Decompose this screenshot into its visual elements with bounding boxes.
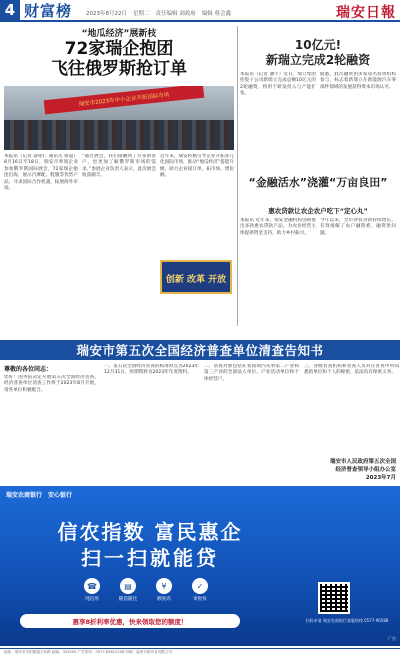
section-title: 财富榜 <box>24 1 73 20</box>
right-top-headline-2: 新瑞立完成2轮融资 <box>265 53 371 67</box>
lead-body-col-2: “通过展会，我们接触到了许多新客户，也更加了解俄罗斯市场的需求。”参展企业负责人表示，此次展会收获颇丰。 <box>82 154 156 179</box>
right-top-header <box>240 38 396 68</box>
masthead <box>0 0 400 22</box>
feature-approval <box>188 578 212 602</box>
feature-limit <box>152 578 176 602</box>
feature-label: 额度高 <box>157 597 171 602</box>
notice-title-bar <box>0 340 400 360</box>
signature-date: 2023年7月 <box>365 475 396 481</box>
phone-icon: ☎ <box>84 578 100 594</box>
signature-line-1: 瑞安市人民政府第五次全国 <box>329 459 396 465</box>
notice-signature <box>308 458 396 482</box>
notice-col-1 <box>4 364 99 480</box>
ad-offer-pill: 惠享8折利率优惠，快来领取您的额度！ <box>20 614 240 628</box>
doc-icon: ▤ <box>120 578 136 594</box>
right-top-col-1: 本报讯（记者 潘宇）近日，瑞立集团控股子公司新瑞立完成总额10亿元的2轮融资，将用于研发投入与产能扩张。 <box>240 72 316 97</box>
page-number: 4 <box>0 0 20 20</box>
feature-credit <box>80 578 104 602</box>
coin-icon: ¥ <box>156 578 172 594</box>
highlight-text: 创新 改革 开放 <box>165 275 227 285</box>
lead-body-col-3: 近年来，瑞安积极引导企业开拓多元化国际市场，推动“地瓜经济”提能升级，助力企业稳订单、拓市场、增份额。 <box>160 154 234 179</box>
copy-editor: 编辑 蔡会鑫 <box>201 11 232 17</box>
lead-body-col-1: 本报讯（记者 薛铭仁 通讯员 蔡超）8月16日至18日，瑞安市率领企业参加俄罗斯国际展会，72家瑞企抱团出海，展示汽摩配、鞋服等优势产品，寻求国际合作机遇，拓展海外市场。 <box>4 154 78 192</box>
right-bottom-headline: “金融活水”浇灌“万亩良田” <box>248 176 388 189</box>
ad-logos <box>6 490 72 499</box>
bank-logo-2: 安心银行 <box>48 492 73 499</box>
notice-text-1: 您好！国务院决定开展第五次全国经济普查。经济普查单位清查工作将于2023年8月开始，请各单位积极配合。 <box>4 375 99 393</box>
photo-banner: 瑞安市2023年中小企业开拓国际市场 <box>44 86 205 114</box>
feature-label: 随借随还 <box>118 597 138 602</box>
right-bottom-subhead: 惠农贷款让农企农户吃下“定心丸” <box>268 207 368 215</box>
right-bottom-col-2: 今年以来，全市涉农贷款持续增长，有效缓解了农户融资难、融资贵问题。 <box>320 218 396 236</box>
feature-flexible <box>116 578 140 602</box>
check-icon: ✓ <box>192 578 208 594</box>
lead-headline-2: 飞往俄罗斯抢订单 <box>51 59 187 79</box>
photo-crowd <box>4 120 234 150</box>
signature-line-2: 经济普查领导小组办公室 <box>335 467 396 473</box>
lead-kicker: “地瓜经济”展新枝 <box>81 29 157 39</box>
highlight-box <box>160 260 232 294</box>
right-bottom-col-1: 本报讯 近年来，瑞安金融机构创新推出多款惠农贷款产品，为农业经营主体提供资金支持，助力乡村振兴。 <box>240 218 316 236</box>
notice-col-4: 三、各级普查机构和普查人员对在普查中所知悉的单位和个人的秘密，依法负有保密义务。 <box>304 364 399 376</box>
weekday: 星期二 <box>133 11 150 17</box>
lead-photo <box>4 86 234 150</box>
page-footer: 地址：瑞安市安阳街道万松路 邮编：325200 广告热线：0577-65812256 印刷：温州日报印务有限公司 <box>0 648 400 656</box>
notice-title: 瑞安市第五次全国经济普查单位清查告知书 <box>76 343 324 358</box>
feature-label: 审批快 <box>193 597 207 602</box>
lead-story-header <box>4 26 234 79</box>
masthead-meta <box>86 9 231 17</box>
ad-label: 广告 <box>388 636 396 641</box>
issue-date: 2023年8月22日 <box>86 11 128 17</box>
qr-note: 扫码申请 瑞安农商银行客服热线 0577-96588 <box>305 618 389 623</box>
right-top-col-2: 据悉，此次融资由多家知名投资机构参与，标志着新瑞立在新能源汽车零部件领域的发展获得资本市场认可。 <box>320 72 396 90</box>
feature-label: 纯信用 <box>85 597 99 602</box>
bank-advertisement <box>0 486 400 646</box>
ad-feature-icons <box>80 578 212 602</box>
ad-headline-2: 扫一扫就能贷 <box>81 546 219 570</box>
lead-headline-1: 72家瑞企抱团 <box>64 39 174 59</box>
bank-logo-1: 瑞安农商银行 <box>6 492 43 499</box>
notice-salutation: 尊敬的各位同志： <box>4 366 53 373</box>
qr-code <box>318 582 350 614</box>
ad-headline-1: 信农指数 富民惠企 <box>57 520 243 544</box>
editor: 责任编辑 刘政府 <box>155 11 196 17</box>
newspaper-logo: 瑞安日報 <box>336 5 396 21</box>
column-divider <box>237 26 238 326</box>
right-top-headline-1: 10亿元! <box>294 38 342 52</box>
notice-col-2: 一、第五次全国经济普查的标准时点为2023年12月31日，时期资料为2023年年度资料。 <box>104 364 199 376</box>
notice-col-3: 二、清查对象包括在我国境内从事第二产业和第三产业的全部法人单位、产业活动单位和个体经营户。 <box>204 364 299 382</box>
